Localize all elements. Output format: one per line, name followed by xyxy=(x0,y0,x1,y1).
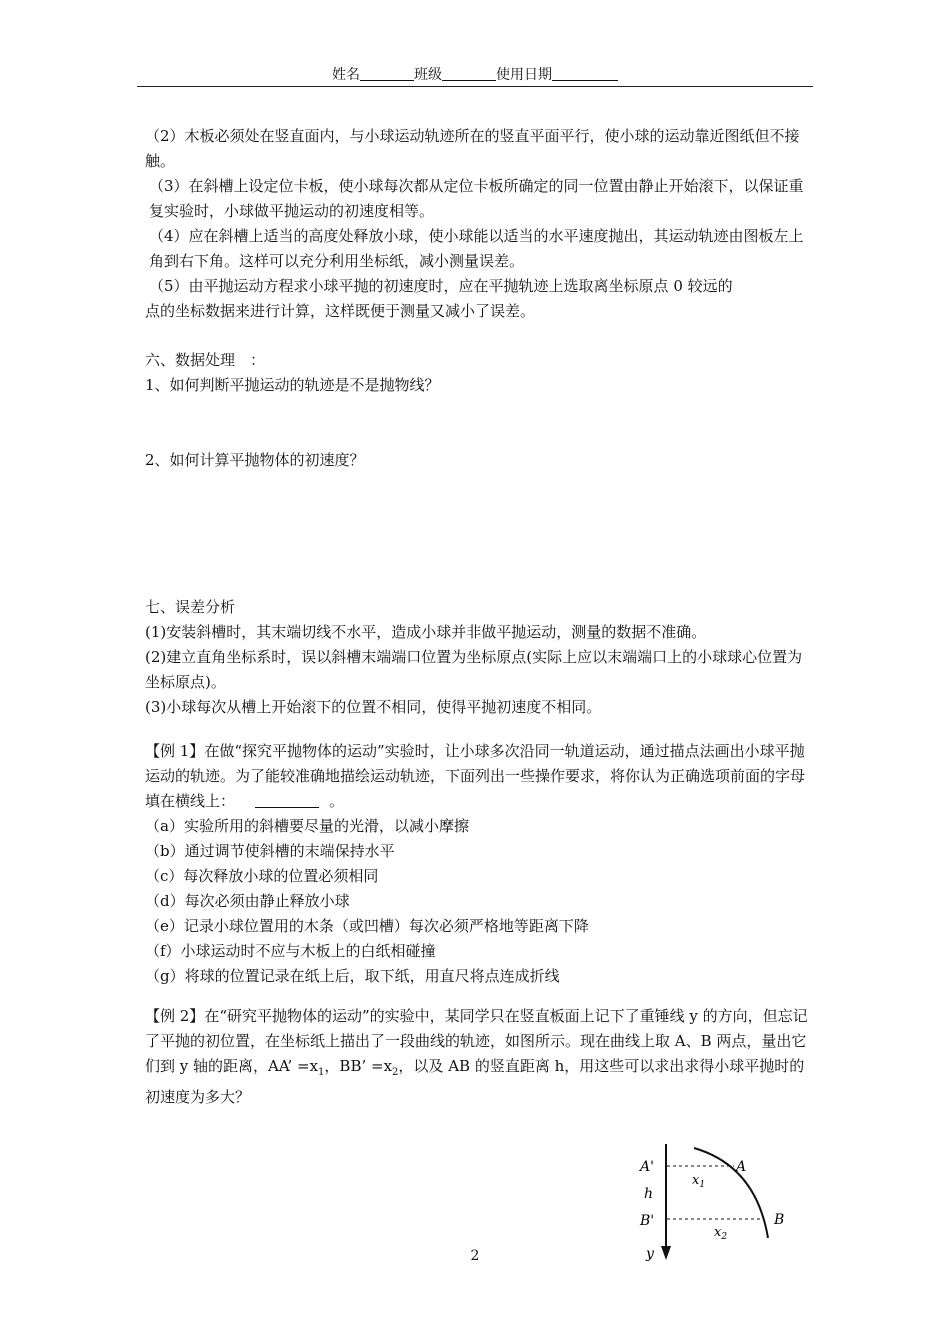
note-5a: （5）由平抛运动方程求小球平抛的初速度时，应在平抛轨迹上选取离坐标原点 0 较远的 xyxy=(149,277,733,295)
section-6-title: 六、数据处理 ： xyxy=(145,351,266,369)
note-2: （2）木板必须处在竖直面内，与小球运动轨迹所在的竖直平面平行，使小球的运动靠近图纸但不接触。 xyxy=(145,127,800,170)
example-1-end: 。 xyxy=(329,792,345,810)
option-b: （b）通过调节使斜槽的末端保持水平 xyxy=(145,842,395,860)
name-blank xyxy=(360,66,414,81)
option-d: （d）每次必须由静止释放小球 xyxy=(145,892,350,910)
option-e: （e）记录小球位置用的木条（或凹槽）每次必须严格地等距离下降 xyxy=(145,917,589,935)
option-c: （c）每次释放小球的位置必须相同 xyxy=(145,867,379,885)
x1-label: $x_1$ xyxy=(692,1173,706,1190)
example-2-tag: 【例 2】 xyxy=(145,1007,205,1025)
error-3: (3)小球每次从槽上开始滚下的位置不相同，使得平抛初速度不相同。 xyxy=(145,698,602,716)
example-1-tag: 【例 1】 xyxy=(145,742,205,760)
page-header xyxy=(137,64,813,87)
section-7-title: 七、误差分析 xyxy=(145,598,236,616)
name-label: 姓名 xyxy=(332,67,360,83)
option-g: （g）将球的位置记录在纸上后，取下纸，用直尺将点连成折线 xyxy=(145,967,560,985)
a-label: A xyxy=(736,1159,747,1175)
page-number: 2 xyxy=(470,1248,480,1264)
note-5b: 点的坐标数据来进行计算，这样既便于测量又减小了误差。 xyxy=(145,302,536,320)
x2-label: $x_2$ xyxy=(714,1225,728,1242)
note-4: （4）应在斜槽上适当的高度处释放小球，使小球能以适当的水平速度抛出，其运动轨迹由图板左上角到右下角。这样可以充分利用坐标纸，减小测量误差。 xyxy=(149,227,804,270)
question-1: 1、如何判断平抛运动的轨迹是不是抛物线？ xyxy=(145,376,440,394)
error-1: (1)安装斜槽时，其末端切线不水平，造成小球并非做平抛运动，测量的数据不准确。 xyxy=(145,623,707,641)
example-1-text: 在做“探究平抛物体的运动”实验时，让小球多次沿同一轨道运动，通过描点法画出小球平抛运动的轨迹。为了能较准确地描绘运动轨迹，下面列出一些操作要求，将你认为正确选项前面的字母填在横线上： xyxy=(145,742,806,810)
example-1 xyxy=(145,739,815,814)
class-label: 班级 xyxy=(414,67,442,83)
question-2: 2、如何计算平抛物体的初速度？ xyxy=(145,451,365,469)
b-label: B xyxy=(774,1212,785,1228)
example-2: 【例 2】在“研究平抛物体的运动”的实验中，某同学只在竖直板面上记下了重锤线 y 的方向，但忘记了平抛的初位置，在坐标纸上描出了一段曲线的轨迹，如图所示。现在曲线上取 A、B 两点，量出它们到 y 轴的距离，AA’ $=x_1$，BB’ $=x_2$，以及 AB 的竖直距离 h，用这些可以求出求得小球平抛时的初速度为多大？ xyxy=(145,1007,808,1106)
class-blank xyxy=(442,66,496,81)
option-a: （a）实验所用的斜槽要尽量的光滑，以减小摩擦 xyxy=(145,817,469,835)
date-label: 使用日期 xyxy=(496,67,552,83)
trajectory-figure xyxy=(636,1140,796,1262)
page-content xyxy=(145,124,815,1110)
note-3: （3）在斜槽上设定位卡板，使小球每次都从定位卡板所确定的同一位置由静止开始滚下，以保证重复实验时，小球做平抛运动的初速度相等。 xyxy=(149,177,804,220)
option-f: （f）小球运动时不应与木板上的白纸相碰撞 xyxy=(145,942,436,960)
answer-blank xyxy=(255,793,319,808)
date-blank xyxy=(552,66,618,81)
b-prime-label: B' xyxy=(640,1213,655,1229)
a-prime-label: A' xyxy=(640,1159,654,1175)
y-label: y xyxy=(646,1246,654,1262)
h-label: h xyxy=(644,1186,654,1202)
error-2: (2)建立直角坐标系时，误以斜槽末端端口位置为坐标原点(实际上应以末端端口上的小球球心位置为坐标原点)。 xyxy=(145,648,803,691)
trajectory-curve xyxy=(694,1148,768,1238)
